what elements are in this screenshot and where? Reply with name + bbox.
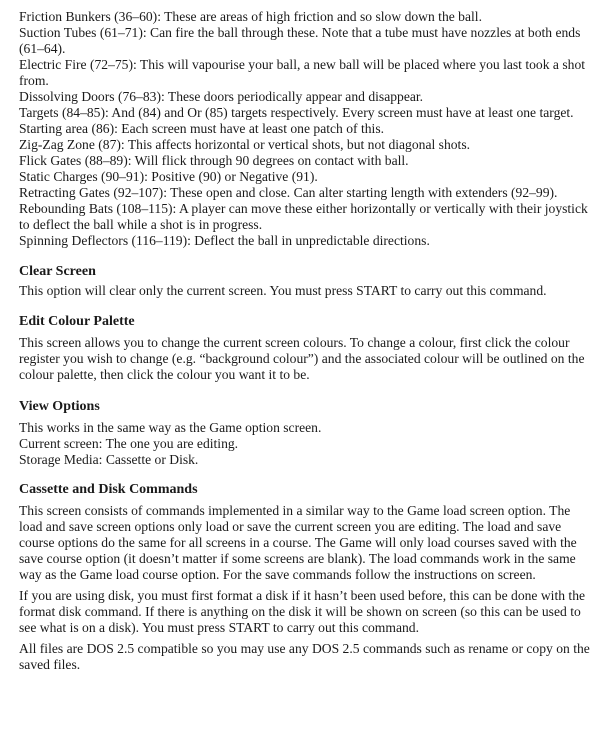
section-body-clear-screen: This option will clear only the current screen. You must press START to carry out this command. — [19, 283, 547, 298]
list-item-flick-gates: Flick Gates (88–89): Will flick through 90 degrees on contact with ball. — [19, 153, 409, 168]
view-options-line: Storage Media: Cassette or Disk. — [19, 452, 199, 467]
cassette-disk-paragraph: All files are DOS 2.5 compatible so you may use any DOS 2.5 commands such as rename or copy on the saved files. — [19, 641, 590, 672]
list-item-suction-tubes: Suction Tubes (61–71): Can fire the ball through these. Note that a tube must have nozzles at both ends (61–64). — [19, 25, 581, 56]
cassette-disk-paragraph: If you are using disk, you must first format a disk if it hasn’t been used before, this can be done with the format disk command. If there is anything on the disk it will be shown on screen (so this can be used to see what is on a disk). You must press START to carry out this command. — [19, 588, 586, 635]
section-heading-cassette-disk-commands: Cassette and Disk Commands — [19, 482, 198, 497]
list-item-starting-area: Starting area (86): Each screen must have at least one patch of this. — [19, 121, 385, 136]
section-view-options — [19, 399, 593, 468]
section-heading-clear-screen: Clear Screen — [19, 264, 96, 279]
list-item-friction-bunkers: Friction Bunkers (36–60): These are areas of high friction and so slow down the ball. — [19, 9, 482, 24]
editor-piece-list — [19, 9, 593, 249]
list-item-rebounding-bats: Rebounding Bats (108–115): A player can move these either horizontally or vertically with their joystick to deflect the ball while a shot is in progress. — [19, 201, 588, 232]
list-item-retracting-gates: Retracting Gates (92–107): These open and close. Can alter starting length with extenders (92–99). — [19, 185, 558, 200]
section-cassette-disk-commands — [19, 482, 593, 673]
view-options-line: This works in the same way as the Game option screen. — [19, 420, 322, 435]
section-edit-colour-palette — [19, 314, 593, 383]
list-item-zig-zag-zone: Zig-Zag Zone (87): This affects horizontal or vertical shots, but not diagonal shots. — [19, 137, 471, 152]
list-item-targets: Targets (84–85): And (84) and Or (85) targets respectively. Every screen must have at least one target. — [19, 105, 574, 120]
view-options-line: Current screen: The one you are editing. — [19, 436, 239, 451]
section-body-edit-colour-palette: This screen allows you to change the current screen colours. To change a colour, first click the colour register you wish to change (e.g. “background colour”) and the associated colour will be outlined on the colour palette, then click the colour you want it to be. — [19, 335, 585, 382]
list-item-electric-fire: Electric Fire (72–75): This will vapourise your ball, a new ball will be placed where you last took a shot from. — [19, 57, 586, 88]
manual-page — [19, 9, 593, 673]
list-item-dissolving-doors: Dissolving Doors (76–83): These doors periodically appear and disappear. — [19, 89, 424, 104]
section-clear-screen — [19, 264, 593, 299]
list-item-static-charges: Static Charges (90–91): Positive (90) or Negative (91). — [19, 169, 318, 184]
cassette-disk-paragraph: This screen consists of commands implemented in a similar way to the Game load screen option. The load and save screen options only load or save the current screen you are editing. The load and save course options do the same for all screens in a course. The Game will only load courses saved with the save course option (it doesn’t matter if some screens are blank). The load commands work in the same way as the Game load course option. For the save commands follow the instructions on screen. — [19, 503, 577, 582]
section-heading-edit-colour-palette: Edit Colour Palette — [19, 314, 135, 329]
section-heading-view-options: View Options — [19, 399, 100, 414]
list-item-spinning-deflectors: Spinning Deflectors (116–119): Deflect the ball in unpredictable directions. — [19, 233, 430, 248]
